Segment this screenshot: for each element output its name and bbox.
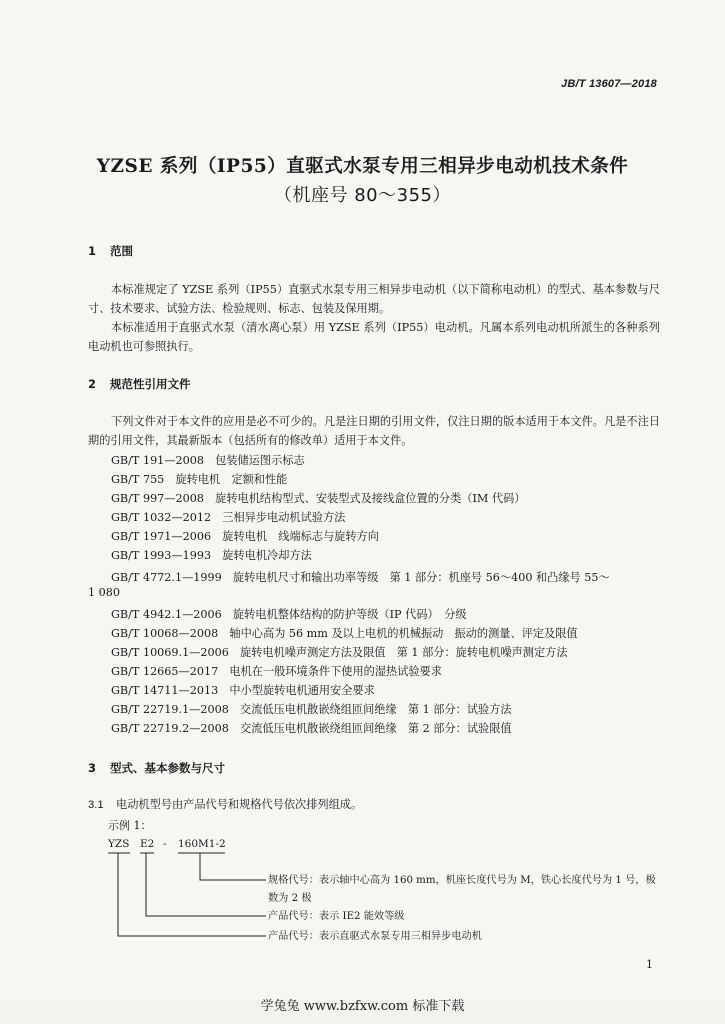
reference-item: GB/T 22719.1—2008 交流低压电机散嵌绕组匝间绝缘 第 1 部分：试验方法 [111, 703, 512, 716]
document-title: YZSE 系列（IP55）直驱式水泵专用三相异步电动机技术条件 [96, 156, 629, 177]
reference-item: GB/T 1993—1993 旋转电机冷却方法 [111, 549, 312, 562]
reference-item: GB/T 14711—2013 中小型旋转电机通用安全要求 [111, 684, 375, 697]
reference-item: GB/T 1032—2012 三相异步电动机试验方法 [111, 511, 346, 524]
reference-item: GB/T 4772.1—1999 旋转电机尺寸和输出功率等级 第 1 部分：机座号 56～400 和凸缘号 55～ [111, 571, 610, 584]
section-number: 2 [88, 377, 97, 391]
paragraph: 下列文件对于本文件的应用是必不可少的。凡是注日期的引用文件，仅注日期的版本适用于本文件。凡是不注日期的引用文件，其最新版本（包括所有的修改单）适用于本文件。 [88, 415, 660, 447]
code-product-series: YZS [108, 838, 130, 850]
reference-item: GB/T 12665—2017 电机在一般环境条件下使用的湿热试验要求 [111, 665, 442, 678]
reference-item: GB/T 10068—2008 轴中心高为 56 mm 及以上电机的机械振动 振动的测量、评定及限值 [111, 627, 578, 640]
example-label: 示例 1： [108, 819, 152, 832]
clause-number: 3.1 [88, 799, 104, 811]
section-title: 型式、基本参数与尺寸 [110, 761, 225, 775]
section-title: 范围 [110, 244, 133, 258]
document-subtitle: （机座号 80～355） [274, 185, 451, 206]
section-title: 规范性引用文件 [110, 377, 191, 391]
reference-item: GB/T 997—2008 旋转电机结构型式、安装型式及接线盒位置的分类（IM 代码） [111, 492, 526, 505]
code-specification: 160M1-2 [178, 838, 226, 850]
section-number: 3 [88, 761, 97, 775]
efficiency-code-note: 产品代号：表示 IE2 能效等级 [268, 911, 405, 922]
reference-continuation: 1 080 [88, 586, 121, 599]
code-separator: - [163, 838, 167, 850]
standard-number: JB/T 13607—2018 [561, 78, 657, 90]
section-number: 1 [88, 244, 97, 258]
paragraph: 本标准规定了 YZSE 系列（IP55）直驱式水泵专用三相异步电动机（以下简称电动机）的型式、基本参数与尺寸、技术要求、试验方法、检验规则、标志、包装及保用期。 [88, 283, 660, 315]
reference-item: GB/T 4942.1—2006 旋转电机整体结构的防护等级（IP 代码） 分级 [111, 608, 467, 621]
page-number: 1 [646, 958, 653, 971]
product-code-note: 产品代号：表示直驱式水泵专用三相异步电动机 [268, 931, 482, 942]
spec-code-note: 规格代号：表示轴中心高为 160 mm，机座长度代号为 M，铁心长度代号为 1 号，极数为 2 极 [268, 875, 656, 904]
watermark-footer: 学兔兔 www.bzfxw.com 标准下载 [260, 999, 465, 1014]
paragraph: 本标准适用于直驱式水泵（清水离心泵）用 YZSE 系列（IP55）电动机。凡属本系列电动机所派生的各种系列电动机也可参照执行。 [88, 321, 660, 353]
clause-text: 电动机型号由产品代号和规格代号依次排列组成。 [116, 798, 363, 811]
code-efficiency-class: E2 [140, 838, 155, 850]
reference-item: GB/T 1971—2006 旋转电机 线端标志与旋转方向 [111, 530, 379, 543]
reference-item: GB/T 755 旋转电机 定额和性能 [111, 473, 288, 486]
reference-item: GB/T 191—2008 包装储运图示标志 [111, 454, 305, 467]
reference-item: GB/T 10069.1—2006 旋转电机噪声测定方法及限值 第 1 部分：旋转电机噪声测定方法 [111, 646, 568, 659]
reference-item: GB/T 22719.2—2008 交流低压电机散嵌绕组匝间绝缘 第 2 部分：试验限值 [111, 722, 512, 735]
